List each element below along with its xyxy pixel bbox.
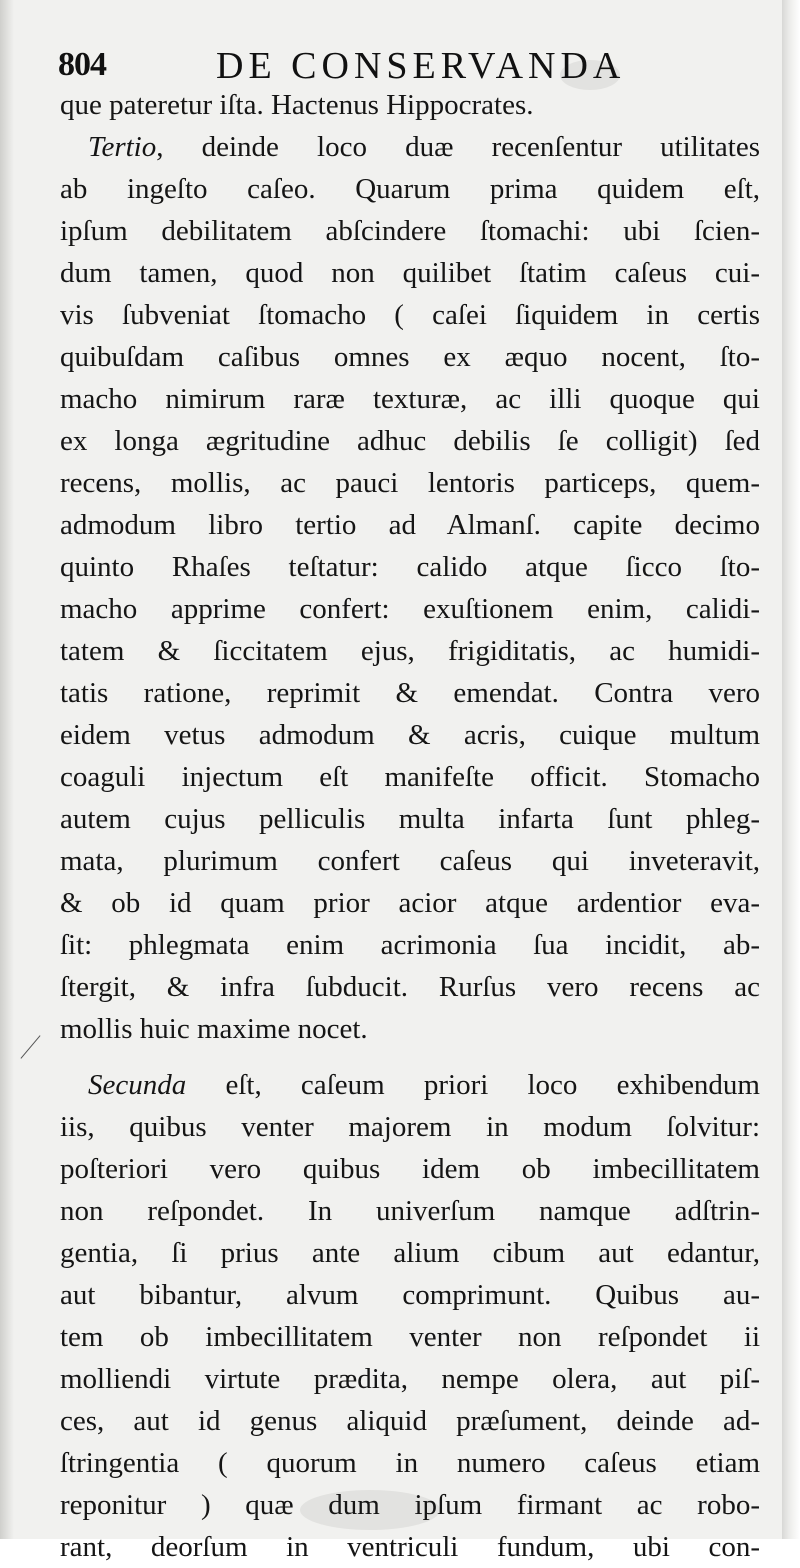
text-line: tatis ratione, reprimit & emendat. Contra vero — [60, 677, 760, 709]
text-line: mata, plurimum confert caſeus qui inveteravit, — [60, 845, 760, 877]
text-line: dum tamen, quod non quilibet ſtatim caſeus cui- — [60, 257, 760, 289]
text-line: ipſum debilitatem abſcindere ſtomachi: ubi ſcien- — [60, 215, 760, 247]
text-line: tatem & ſiccitatem ejus, frigiditatis, ac humidi- — [60, 635, 760, 667]
running-title: DE CONSERVANDA — [216, 45, 626, 87]
text-line: ab ingeſto caſeo. Quarum prima quidem eſt, — [60, 173, 760, 205]
text-line: ſit: phlegmata enim acrimonia ſua incidit, ab- — [60, 929, 760, 961]
text-line: non reſpondet. In univerſum namque adſtrin- — [60, 1195, 760, 1227]
text-line: rant, deorſum in ventriculi fundum, ubi con- — [60, 1531, 760, 1563]
text-line: tem ob imbecillitatem venter non reſpondet ii — [60, 1321, 760, 1353]
paragraph-2-lead-word: Tertio — [88, 131, 157, 163]
text-line: admodum libro tertio ad Almanſ. capite decimo — [60, 509, 760, 541]
paragraph-3 — [60, 1064, 760, 1568]
text-line: macho nimirum raræ texturæ, ac illi quoque qui — [60, 383, 760, 415]
paragraph-3-lead-word: Secunda — [88, 1069, 187, 1101]
gutter-shadow — [0, 0, 14, 1539]
paragraph-3-first-line — [60, 1064, 760, 1106]
text-line: poſteriori vero quibus idem ob imbecillitatem — [60, 1153, 760, 1185]
page-number: 804 — [58, 46, 106, 83]
text-line: & ob id quam prior acior atque ardentior eva- — [60, 887, 760, 919]
paragraph-3-lead-rest: eſt, caſeum priori loco exhibendum — [186, 1069, 760, 1101]
text-line: quibuſdam caſibus omnes ex æquo nocent, ſto- — [60, 341, 760, 373]
text-line: gentia, ſi prius ante alium cibum aut edantur, — [60, 1237, 760, 1269]
text-line: vis ſubveniat ſtomacho ( caſei ſiquidem in certis — [60, 299, 760, 331]
text-line: ſtergit, & infra ſubducit. Rurſus vero recens ac — [60, 971, 760, 1003]
page-body — [60, 84, 760, 1568]
paragraph-2-lead-rest: , deinde loco duæ recenſentur utilitates — [156, 131, 760, 163]
text-line: macho apprime confert: exuſtionem enim, calidi- — [60, 593, 760, 625]
text-line: aut bibantur, alvum comprimunt. Quibus au- — [60, 1279, 760, 1311]
text-line: mollis huic maxime nocet. — [60, 1013, 368, 1045]
text-line: recens, mollis, ac pauci lentoris particeps, quem- — [60, 467, 760, 499]
stray-pen-mark — [20, 1035, 40, 1059]
text-line: ſtringentia ( quorum in numero caſeus etiam — [60, 1447, 760, 1479]
page-edge — [782, 0, 800, 1539]
paragraph-2-first-line — [60, 126, 760, 168]
text-line: autem cujus pelliculis multa infarta ſunt phleg- — [60, 803, 760, 835]
text-line: que pateretur iſta. Hactenus Hippocrates. — [60, 89, 534, 121]
text-line: molliendi virtute prædita, nempe olera, aut piſ- — [60, 1363, 760, 1395]
text-line: iis, quibus venter majorem in modum ſolvitur: — [60, 1111, 760, 1143]
text-line: quinto Rhaſes teſtatur: calido atque ſicco ſto- — [60, 551, 760, 583]
paragraph-1 — [60, 84, 760, 126]
paragraph-2 — [60, 126, 760, 1050]
text-line: coaguli injectum eſt manifeſte officit. Stomacho — [60, 761, 760, 793]
text-line: eidem vetus admodum & acris, cuique multum — [60, 719, 760, 751]
text-line: ces, aut id genus aliquid præſument, deinde ad- — [60, 1405, 760, 1437]
text-line: ex longa ægritudine adhuc debilis ſe colligit) ſed — [60, 425, 760, 457]
text-line: reponitur ) quæ dum ipſum firmant ac robo- — [60, 1489, 760, 1521]
